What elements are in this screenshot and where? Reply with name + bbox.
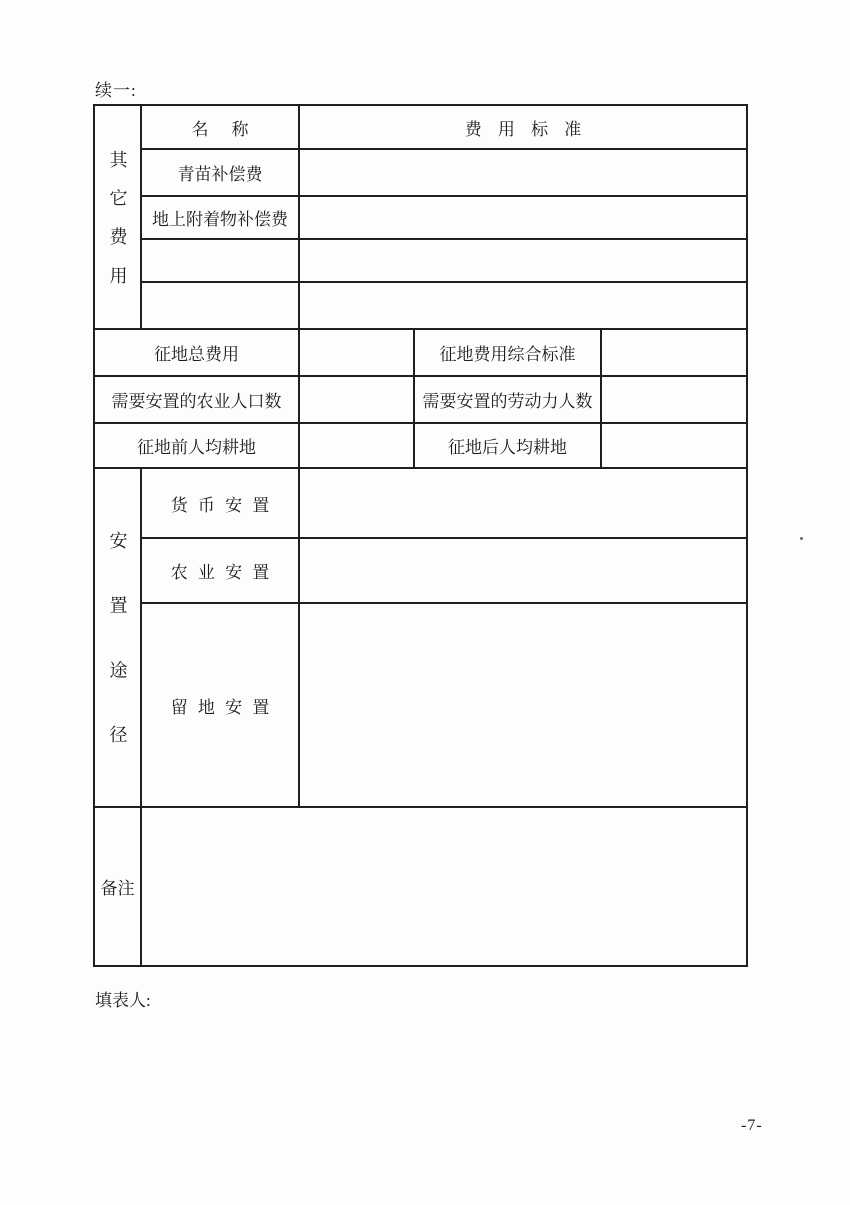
table-row bbox=[142, 197, 746, 240]
remarks-label: 备注 bbox=[100, 879, 135, 898]
table-row bbox=[142, 240, 746, 283]
fee-standard-cell bbox=[300, 240, 746, 281]
resettlement-section bbox=[95, 469, 746, 808]
resettlement-name-label: 留地安置 bbox=[170, 697, 280, 717]
other-fees-group-label: 其它费用 bbox=[107, 149, 128, 305]
table-row bbox=[142, 283, 746, 328]
summary-value-cell bbox=[602, 377, 746, 422]
resettlement-name-cell bbox=[142, 469, 300, 537]
summary-label-cell bbox=[415, 330, 602, 375]
page-number: -7- bbox=[741, 1117, 763, 1134]
table-row bbox=[142, 469, 746, 539]
resettlement-name-label: 货币安置 bbox=[170, 495, 280, 515]
table-row bbox=[95, 424, 746, 467]
resettlement-name-cell bbox=[142, 604, 300, 806]
fee-name-cell bbox=[142, 283, 300, 328]
table-row bbox=[142, 150, 746, 197]
resettlement-group-cell bbox=[95, 469, 142, 806]
summary-label: 征地费用综合标准 bbox=[439, 345, 576, 364]
resettlement-group-label: 安置途径 bbox=[107, 531, 128, 791]
fee-name-label: 地上附着物补偿费 bbox=[152, 210, 288, 229]
summary-label-cell bbox=[95, 377, 300, 422]
header-standard-cell bbox=[300, 106, 746, 148]
resettlement-content-cell bbox=[300, 539, 746, 602]
fee-name-label: 青苗补偿费 bbox=[177, 165, 263, 184]
summary-label-cell bbox=[95, 424, 300, 467]
summary-label: 需要安置的劳动力人数 bbox=[422, 392, 593, 411]
table-row bbox=[95, 377, 746, 424]
table-row bbox=[95, 330, 746, 377]
remarks-section bbox=[95, 808, 746, 965]
other-fees-header-row bbox=[142, 106, 746, 150]
summary-value-cell bbox=[602, 424, 746, 467]
remarks-content-cell bbox=[142, 808, 746, 965]
summary-label: 征地总费用 bbox=[154, 345, 239, 364]
summary-value-cell bbox=[300, 377, 415, 422]
continuation-label: 续一: bbox=[95, 81, 137, 100]
summary-value-cell bbox=[300, 424, 415, 467]
fee-standard-cell bbox=[300, 197, 746, 238]
fee-standard-cell bbox=[300, 283, 746, 328]
header-name-cell bbox=[142, 106, 300, 148]
summary-label: 征地前人均耕地 bbox=[137, 438, 256, 457]
remarks-label-cell bbox=[95, 808, 142, 965]
summary-label-cell bbox=[415, 377, 602, 422]
resettlement-name-cell bbox=[142, 539, 300, 602]
resettlement-content-cell bbox=[300, 604, 746, 806]
fee-standard-cell bbox=[300, 150, 746, 195]
summary-label-cell bbox=[415, 424, 602, 467]
scan-speck bbox=[800, 537, 803, 540]
resettlement-content-cell bbox=[300, 469, 746, 537]
other-fees-rows bbox=[142, 106, 746, 328]
land-acquisition-fee-table bbox=[93, 104, 748, 967]
table-row bbox=[142, 539, 746, 604]
header-standard-label: 费用标准 bbox=[464, 119, 598, 139]
header-name-label: 名称 bbox=[191, 119, 272, 139]
resettlement-rows bbox=[142, 469, 746, 806]
fee-name-cell bbox=[142, 240, 300, 281]
other-fees-section bbox=[95, 106, 746, 330]
other-fees-group-cell bbox=[95, 106, 142, 328]
summary-label-cell bbox=[95, 330, 300, 375]
summary-label: 需要安置的农业人口数 bbox=[111, 392, 282, 411]
fee-name-cell bbox=[142, 150, 300, 195]
form-filler-label: 填表人: bbox=[95, 991, 151, 1010]
summary-value-cell bbox=[300, 330, 415, 375]
fee-name-cell bbox=[142, 197, 300, 238]
table-row bbox=[142, 604, 746, 806]
summary-label: 征地后人均耕地 bbox=[448, 438, 567, 457]
resettlement-name-label: 农业安置 bbox=[170, 563, 280, 582]
summary-section bbox=[95, 330, 746, 469]
summary-value-cell bbox=[602, 330, 746, 375]
